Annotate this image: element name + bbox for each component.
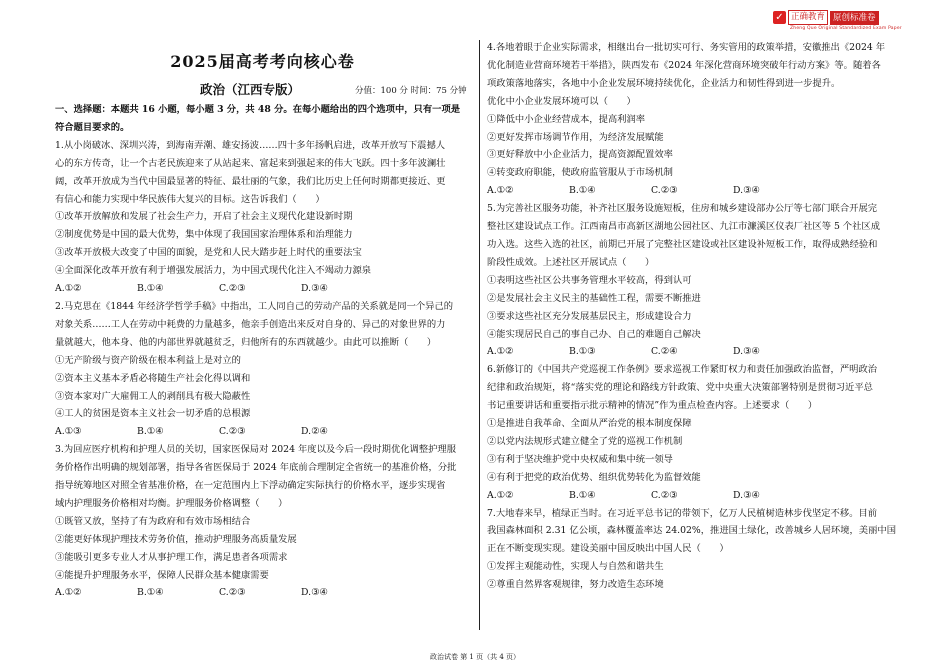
answer-option: C.②③ bbox=[219, 587, 246, 599]
logo-brand: 正确教育 bbox=[788, 10, 828, 25]
answer-option: B.①④ bbox=[137, 426, 164, 438]
page-title: 2025届高考考向核心卷 bbox=[170, 52, 355, 71]
answer-option: C.②④ bbox=[651, 346, 678, 358]
text-line: ②更好发挥市场调节作用，为经济发展赋能 bbox=[487, 131, 664, 143]
answer-options bbox=[487, 182, 897, 200]
answer-option: D.③④ bbox=[301, 587, 328, 599]
text-line: ④有利于把党的政治优势、组织优势转化为监督效能 bbox=[487, 471, 701, 483]
right-column bbox=[487, 39, 897, 594]
text-line: 阶段性成效。上述社区开展试点（ ） bbox=[487, 256, 655, 268]
answer-option: D.③④ bbox=[733, 346, 760, 358]
answer-options bbox=[487, 487, 897, 505]
text-line: 域内护理服务价格相对均衡。护理服务价格调整（ ） bbox=[55, 497, 288, 509]
text-line: 项政策落地落实，各地中小企业发展环境持续优化，企业活力和韧性得到进一步提升。 bbox=[487, 77, 841, 89]
answer-option: A.①② bbox=[487, 346, 514, 358]
answer-options bbox=[55, 584, 470, 602]
answer-option: D.②④ bbox=[301, 426, 328, 438]
answer-option: C.②③ bbox=[219, 283, 246, 295]
answer-option: C.②③ bbox=[651, 489, 678, 501]
answer-option: D.③④ bbox=[301, 283, 328, 295]
text-line: ③要求这些社区充分发展基层民主，形成建设合力 bbox=[487, 310, 692, 322]
check-icon: ✓ bbox=[773, 11, 786, 24]
text-line: 3.为回应医疗机构和护理人员的关切，国家医保局对 2024 年度以及今后一段时期优化调整护理服 bbox=[55, 444, 457, 456]
logo-tag: 原创标准卷 bbox=[830, 11, 879, 25]
left-column bbox=[55, 101, 470, 602]
text-line: 2.马克思在《1844 年经济学哲学手稿》中指出，工人同自己的劳动产品的关系就是同一个异己的 bbox=[55, 300, 454, 312]
text-line: ④能提升护理服务水平，保障人民群众基本健康需要 bbox=[55, 569, 269, 581]
text-line: 量就越大，他本身、他的内部世界就越贫乏，归他所有的东西就越少。由此可以推断（ ） bbox=[55, 336, 437, 348]
text-line: ①既管又放，坚持了有为政府和有效市场相结合 bbox=[55, 515, 251, 527]
answer-options bbox=[487, 343, 897, 361]
answer-option: C.②③ bbox=[219, 426, 246, 438]
text-line: ③改革开放极大改变了中国的面貌，是党和人民大踏步赶上时代的重要法宝 bbox=[55, 247, 362, 259]
text-line: ③能吸引更多专业人才从事护理工作，满足患者各项需求 bbox=[55, 551, 288, 563]
answer-option: B.①④ bbox=[569, 489, 596, 501]
text-line: ②资本主义基本矛盾必将随生产社会化得以调和 bbox=[55, 372, 251, 384]
answer-options bbox=[55, 423, 470, 441]
text-line: 正在不断变现实现。建设美丽中国反映出中国人民（ ） bbox=[487, 543, 729, 555]
text-line: 对象关系……工人在劳动中耗费的力量越多，他亲手创造出来反对自身的、异己的对象世界的力 bbox=[55, 318, 446, 330]
text-line: 书记重要讲话和重要指示批示精神的情况”作为重点检查内容。上述要求（ ） bbox=[487, 400, 818, 412]
text-line: 1.从小岗破冰、深圳兴涛，到海南弄潮、雄安扬波……四十多年扬帆启进，改革开放写下震撼人 bbox=[55, 139, 446, 151]
text-line: ①改革开放解放和发展了社会生产力，开启了社会主义现代化建设新时期 bbox=[55, 211, 353, 223]
text-line: 务价格作出明确的规划部署，指导各省医保局于 2024 年底前合理制定全省统一的基准价格，分批 bbox=[55, 462, 457, 474]
text-line: ④全面深化改革开放有利于增强发展活力，为中国式现代化注入不竭动力源泉 bbox=[55, 265, 372, 277]
score-time: 分值：100 分 时间：75 分钟 bbox=[355, 86, 467, 96]
text-line: 阔，改革开放成为当代中国最显著的特征、最壮丽的气象，我们比历史上任何时期都更接近、更 bbox=[55, 175, 446, 187]
text-line: ④工人的贫困是资本主义社会一切矛盾的总根源 bbox=[55, 408, 251, 420]
text-line: ②尊重自然界客观规律，努力改造生态环境 bbox=[487, 579, 664, 591]
text-line: ④能实现居民自己的事自己办、自己的难题自己解决 bbox=[487, 328, 701, 340]
text-line: 我国森林面积 2.31 亿公顷，森林覆盖率达 24.02%，推进国土绿化，改善城乡人居环境，美丽中国 bbox=[487, 525, 896, 537]
text-line: 指导统筹地区对照全省基准价格，在一定范围内上下浮动确定实际执行的价格水平，逐步实现省 bbox=[55, 480, 446, 492]
answer-option: B.①③ bbox=[569, 346, 596, 358]
text-line: 7.大地春来早，植绿正当时。在习近平总书记的带领下，亿万人民植树造林步伐坚定不移。目前 bbox=[487, 507, 878, 519]
text-line: ④转变政府职能，使政府监管服从于市场机制 bbox=[487, 167, 673, 179]
text-line: ②是发展社会主义民主的基础性工程，需要不断推进 bbox=[487, 292, 701, 304]
text-line: 一、选择题：本题共 16 小题，每小题 3 分，共 48 分。在每小题给出的四个选项中，只有一项是 bbox=[55, 104, 461, 115]
text-line: ③资本家对广大雇佣工人的剥削具有极大隐蔽性 bbox=[55, 390, 251, 402]
answer-option: B.①④ bbox=[137, 587, 164, 599]
answer-option: B.①④ bbox=[569, 185, 596, 197]
text-line: ①无产阶级与资产阶级在根本利益上是对立的 bbox=[55, 354, 241, 366]
answer-option: A.①② bbox=[55, 587, 82, 599]
answer-option: C.②③ bbox=[651, 185, 678, 197]
text-line: ②以党内法规形式建立健全了党的巡视工作机制 bbox=[487, 435, 683, 447]
text-line: 纪律和政治规矩，将“落实党的理论和路线方针政策、党中央重大决策部署特别是贯彻习近平总 bbox=[487, 382, 873, 394]
text-line: 符合题目要求的。 bbox=[55, 121, 130, 133]
answer-option: A.①② bbox=[487, 185, 514, 197]
text-line: 6.新修订的《中国共产党巡视工作条例》要求巡视工作紧盯权力和责任加强政治监督，严明政治 bbox=[487, 364, 878, 376]
publisher-logo bbox=[773, 10, 879, 25]
exam-subject: 政治（江西专版） bbox=[200, 82, 301, 97]
text-line: ③有利于坚决维护党中央权威和集中统一领导 bbox=[487, 453, 673, 465]
text-line: 优化制造业营商环境若干举措》，陕西发布《2024 年深化营商环境突破年行动方案》等。随着各 bbox=[487, 59, 881, 71]
answer-option: A.①② bbox=[55, 283, 82, 295]
text-line: 整社区建设试点工作。江西南昌市高新区湖地公园社区、九江市濂溪区仪表厂社区等 5 个社区成 bbox=[487, 221, 880, 233]
page-footer: 政治试卷 第 1 页（共 4 页） bbox=[429, 653, 521, 661]
text-line: 心的东方传奇，让一个古老民族迎来了从站起来、富起来到强起来的伟大飞跃。四十多年波澜壮 bbox=[55, 157, 446, 169]
answer-options bbox=[55, 280, 470, 298]
answer-option: A.①② bbox=[487, 489, 514, 501]
text-line: ③更好释放中小企业活力，提高资源配置效率 bbox=[487, 149, 673, 161]
text-line: ①发挥主观能动性，实现人与自然和谐共生 bbox=[487, 561, 664, 573]
logo-subtitle: Zheng Que Original Standardized Exam Paper bbox=[790, 26, 902, 31]
text-line: ②制度优势是中国的最大优势，集中体现了我国国家治理体系和治理能力 bbox=[55, 229, 353, 241]
text-line: 5.为完善社区服务功能，补齐社区服务设施短板，住房和城乡建设部办公厅等七部门联合开展完 bbox=[487, 203, 878, 215]
answer-option: A.①③ bbox=[55, 426, 82, 438]
text-line: ①表明这些社区公共事务管理水平较高，得到认可 bbox=[487, 274, 692, 286]
answer-option: D.③④ bbox=[733, 185, 760, 197]
text-line: ①是推进自我革命、全面从严治党的根本制度保障 bbox=[487, 418, 692, 430]
text-line: ②能更好体现护理技术劳务价值，推动护理服务高质量发展 bbox=[55, 533, 297, 545]
answer-option: D.③④ bbox=[733, 489, 760, 501]
text-line: ①降低中小企业经营成本，提高利润率 bbox=[487, 113, 646, 125]
answer-option: B.①④ bbox=[137, 283, 164, 295]
text-line: 功入选。这些入选的社区，前期已开展了完整社区建设或社区建设补短板工作，取得成熟经验和 bbox=[487, 238, 878, 250]
text-line: 优化中小企业发展环境可以（ ） bbox=[487, 95, 636, 107]
text-line: 4.各地着眼于企业实际需求，相继出台一批切实可行、务实管用的政策举措，安徽推出《2024 年 bbox=[487, 42, 886, 53]
column-divider bbox=[479, 40, 480, 630]
text-line: 有信心和能力实现中华民族伟大复兴的目标。这告诉我们（ ） bbox=[55, 193, 325, 205]
